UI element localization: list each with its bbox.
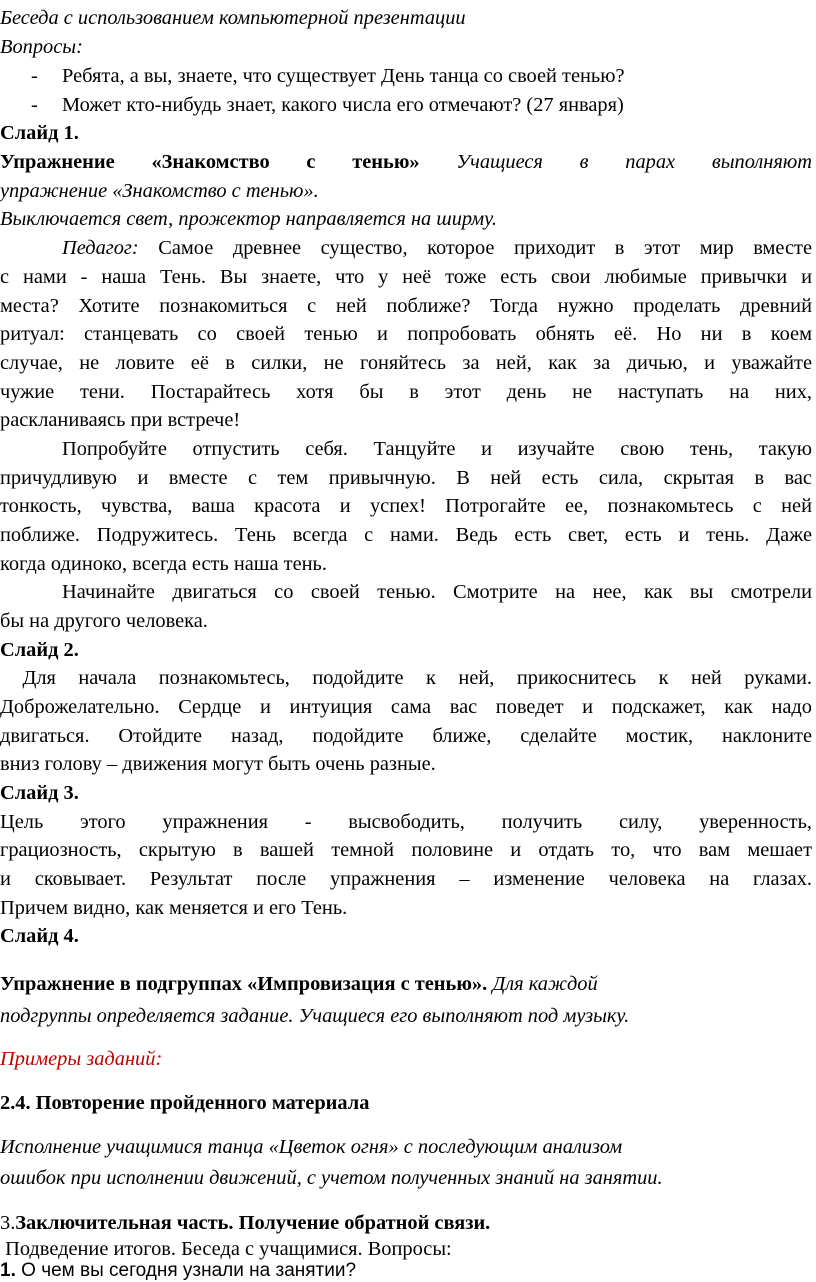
exercise-2-note: Для каждой bbox=[487, 973, 598, 995]
paragraph-line: и сковывает. Результат после упражнения – изменение человека на глазах. bbox=[0, 868, 812, 890]
paragraph-line: причудливую и вместе с тем привычную. В ней есть сила, скрытая в вас bbox=[0, 467, 812, 489]
exercise-2-note-cont: подгруппы определяется задание. Учащиеся его выполняют под музыку. bbox=[0, 1005, 630, 1027]
bullet-dash: - bbox=[31, 65, 38, 87]
questions-label: Вопросы: bbox=[0, 36, 83, 58]
bullet-item bbox=[0, 62, 816, 91]
exercise-2-title: Упражнение в подгруппах «Импровизация с тенью». bbox=[0, 973, 488, 995]
summary-line: Подведение итогов. Беседа с учащимися. Вопросы: bbox=[0, 1238, 452, 1260]
paragraph-line: Начинайте двигаться со своей тенью. Смотрите на нее, как вы смотрели bbox=[62, 581, 812, 603]
bullet-item bbox=[0, 91, 816, 120]
question-1-number: 1. bbox=[0, 1260, 16, 1281]
paragraph-line: Попробуйте отпустить себя. Танцуйте и изучайте свою тень, такую bbox=[62, 438, 812, 460]
performance-note: Исполнение учащимися танца «Цветок огня» с последующим анализом bbox=[0, 1136, 623, 1158]
paragraph-line: тонкость, чувства, ваша красота и успех! Потрогайте ее, познакомьтесь с ней bbox=[0, 495, 812, 517]
paragraph-line bbox=[0, 234, 812, 263]
question-1-text: О чем вы сегодня узнали на занятии? bbox=[15, 1260, 357, 1281]
paragraph-line: случае, не ловите её в силки, не гоняйтесь за ней, как за дичью, и уважайте bbox=[0, 352, 812, 374]
exercise-1-line bbox=[0, 148, 812, 177]
paragraph-line: поближе. Подружитесь. Тень всегда с нами. Ведь есть свет, есть и тень. Даже bbox=[0, 524, 812, 546]
exercise-2-line bbox=[0, 970, 598, 999]
paragraph-line: Цель этого упражнения - высвободить, получить силу, уверенность, bbox=[0, 811, 812, 833]
slide-3-heading: Слайд 3. bbox=[0, 782, 79, 804]
section-2-4-heading: 2.4. Повторение пройденного материала bbox=[0, 1092, 370, 1114]
paragraph-line: раскланиваясь при встрече! bbox=[0, 409, 241, 431]
heading: Беседа с использованием компьютерной презентации bbox=[0, 7, 466, 29]
question-1 bbox=[0, 1260, 356, 1282]
paragraph-line: с нами - наша Тень. Вы знаете, что у неё тоже есть свои любимые привычки и bbox=[0, 266, 812, 288]
paragraph-line: вниз голову – движения могут быть очень разные. bbox=[0, 753, 436, 775]
paragraph-text: Самое древнее существо, которое приходит в этот мир вместе bbox=[158, 237, 812, 259]
paragraph-line: Причем видно, как меняется и его Тень. bbox=[0, 897, 348, 919]
paragraph-line: чужие тени. Постарайтесь хотя бы в этот день не наступать на них, bbox=[0, 381, 812, 403]
paragraph-line: Доброжелательно. Сердце и интуиция сама вас поведет и подскажет, как надо bbox=[0, 696, 812, 718]
examples-heading: Примеры заданий: bbox=[0, 1048, 163, 1070]
paragraph-line: бы на другого человека. bbox=[0, 610, 208, 632]
light-note: Выключается свет, прожектор направляется на ширму. bbox=[0, 208, 497, 230]
paragraph-line: Для начала познакомьтесь, подойдите к ней, прикоснитесь к ней руками. bbox=[0, 667, 812, 689]
bullet-dash: - bbox=[31, 94, 38, 116]
paragraph-line: двигаться. Отойдите назад, подойдите ближе, сделайте мостик, наклоните bbox=[0, 725, 812, 747]
final-section-heading bbox=[0, 1209, 490, 1238]
slide-1-heading: Слайд 1. bbox=[0, 122, 79, 144]
final-section-title: Заключительная часть. Получение обратной связи. bbox=[15, 1212, 491, 1234]
final-section-number: 3. bbox=[0, 1212, 16, 1234]
bullet-text: Ребята, а вы, знаете, что существует День танца со своей тенью? bbox=[62, 65, 625, 87]
exercise-1-title: Упражнение «Знакомство с тенью» bbox=[0, 151, 420, 173]
paragraph-line: места? Хотите познакомиться с ней поближе? Тогда нужно проделать древний bbox=[0, 295, 812, 317]
teacher-label: Педагог: bbox=[62, 237, 139, 259]
paragraph-line: ритуал: станцевать со своей тенью и попробовать обнять её. Но ни в коем bbox=[0, 323, 812, 345]
slide-2-heading: Слайд 2. bbox=[0, 639, 79, 661]
exercise-1-note: Учащиеся в парах выполняют bbox=[456, 151, 812, 173]
paragraph-line: грациозность, скрытую в вашей темной половине и отдать то, что вам мешает bbox=[0, 839, 812, 861]
exercise-1-note-cont: упражнение «Знакомство с тенью». bbox=[0, 180, 319, 202]
paragraph-line: когда одиноко, всегда есть наша тень. bbox=[0, 553, 327, 575]
performance-note-cont: ошибок при исполнении движений, с учетом полученных знаний на занятии. bbox=[0, 1167, 663, 1189]
bullet-text: Может кто-нибудь знает, какого числа его отмечают? (27 января) bbox=[62, 94, 624, 116]
slide-4-heading: Слайд 4. bbox=[0, 925, 79, 947]
